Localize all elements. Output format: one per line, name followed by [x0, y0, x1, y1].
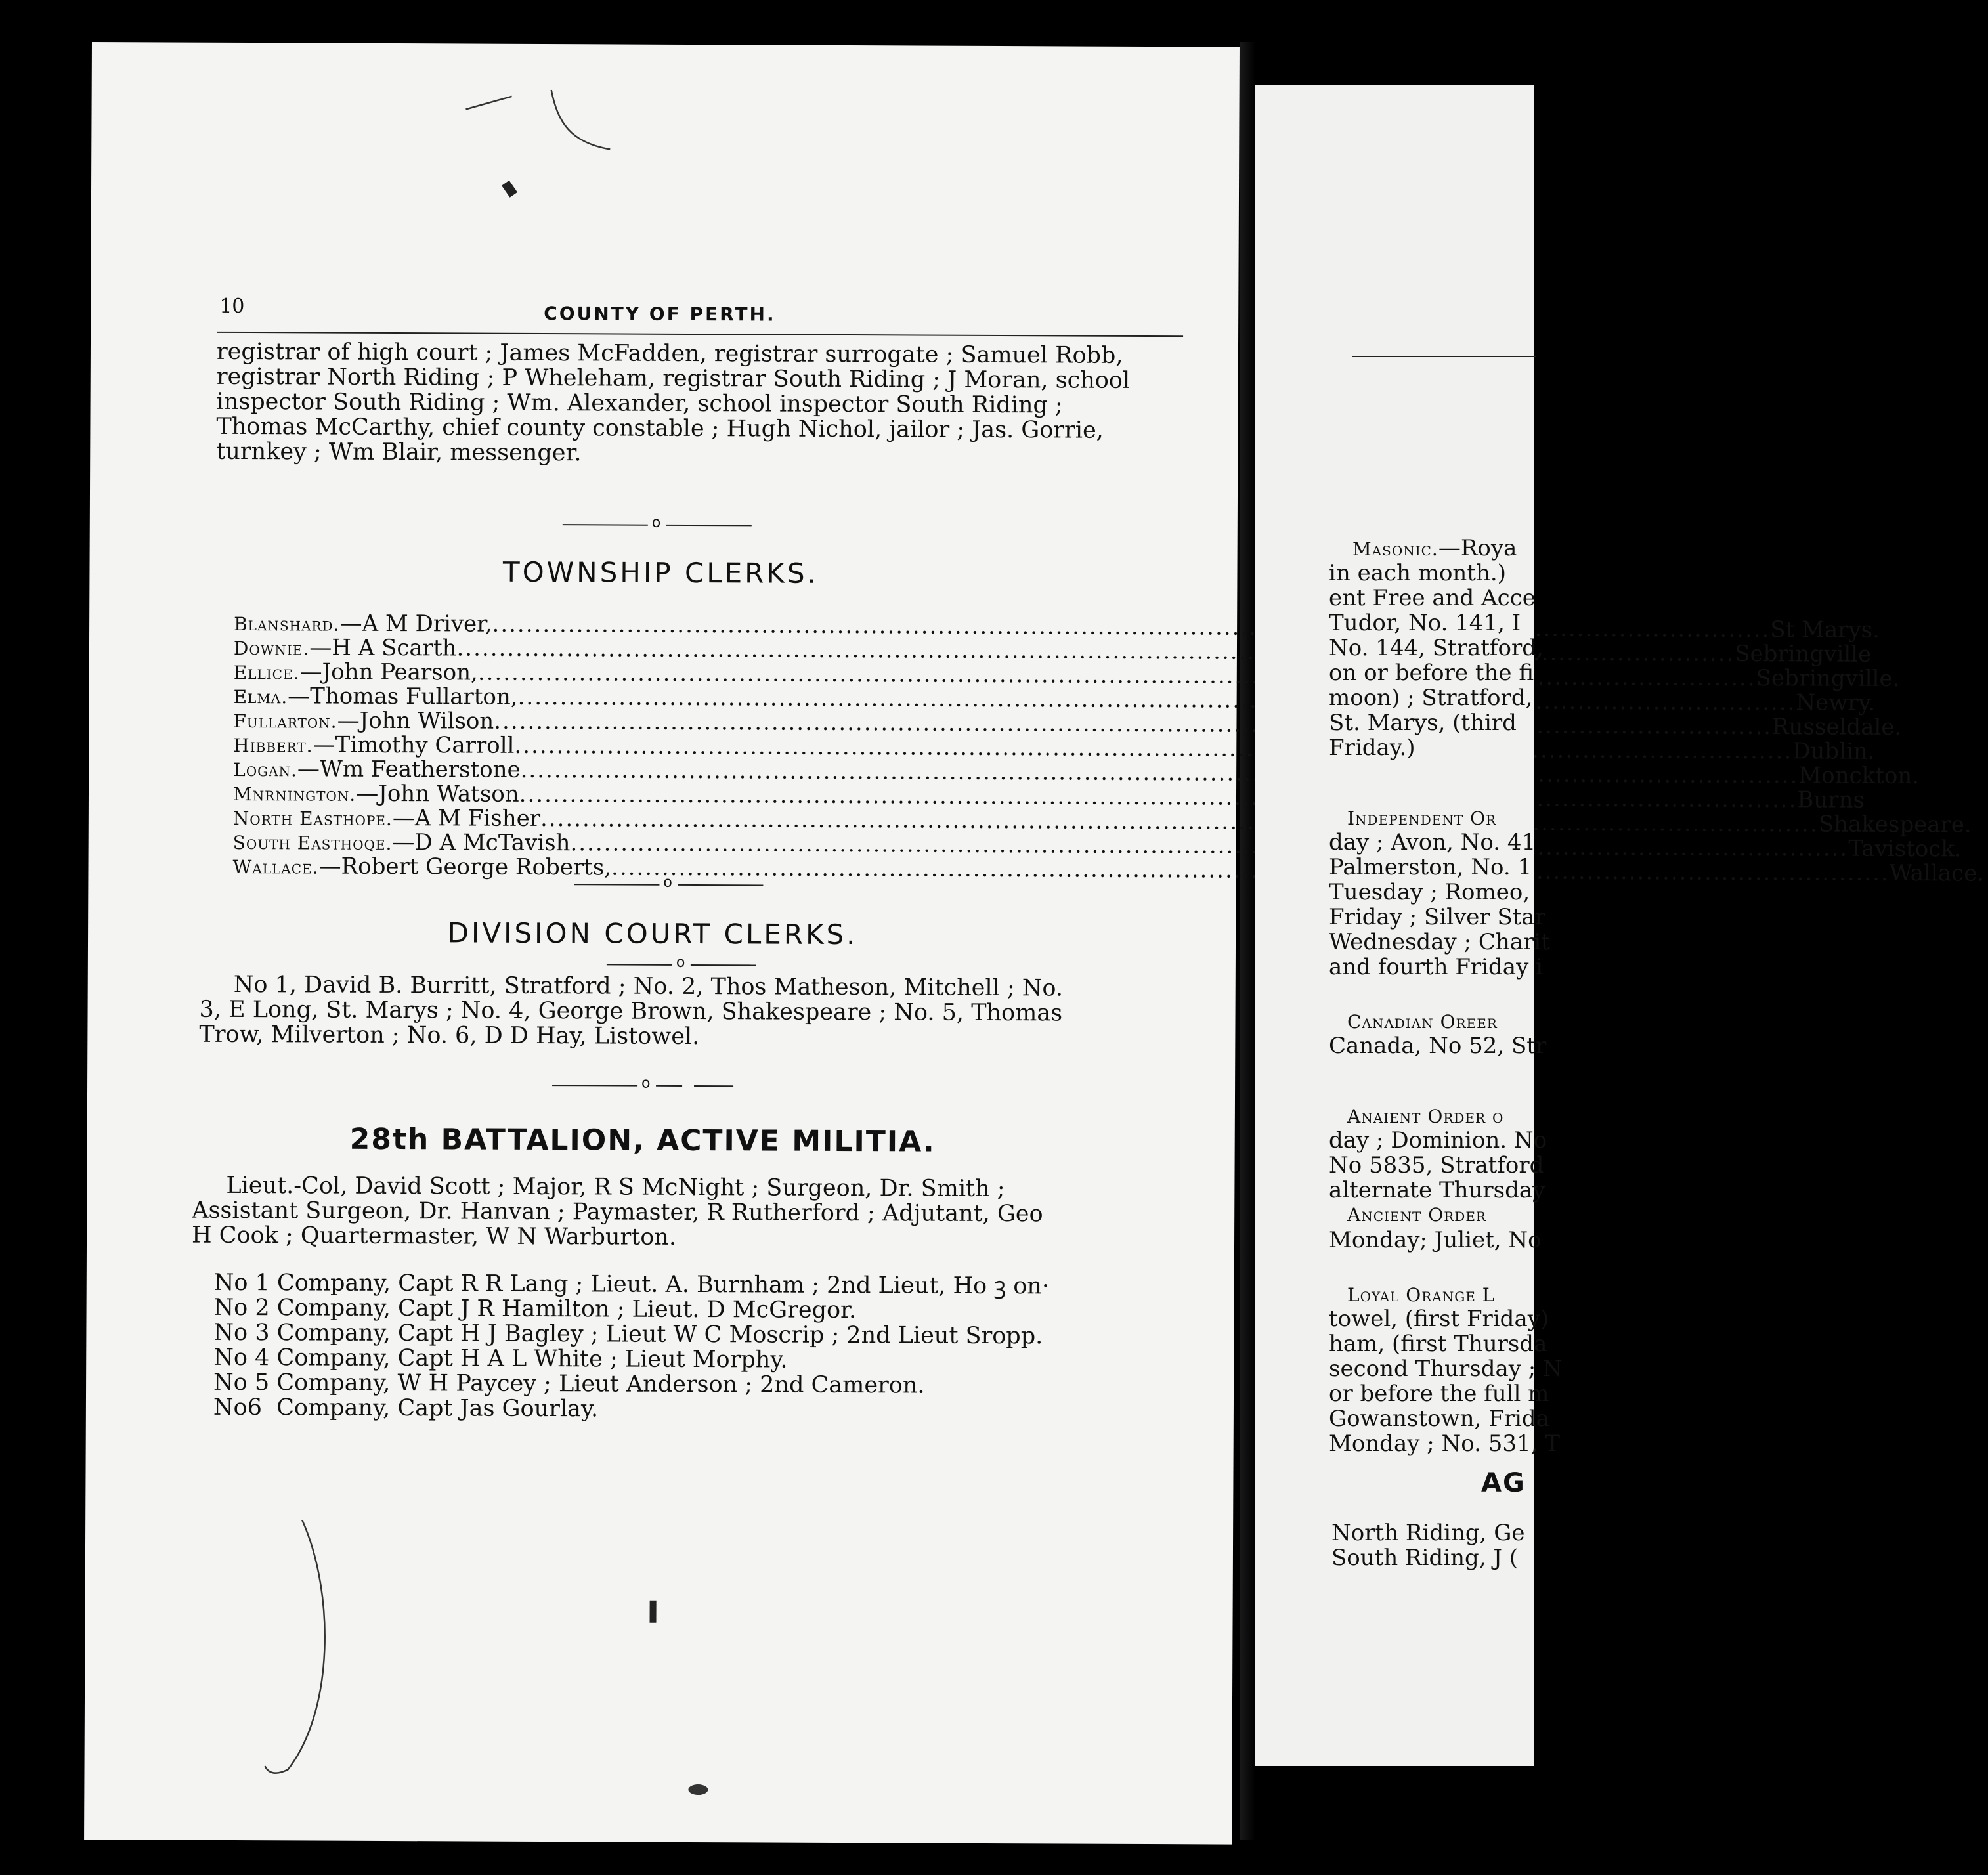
battalion-officers-paragraph	[192, 1173, 1177, 1253]
township-name: Blanshard.	[234, 613, 340, 636]
clerk-name: —Thomas Fullarton,	[288, 683, 518, 710]
right-heading: AG	[1481, 1468, 1526, 1498]
intro-line: Thomas McCarthy, chief county constable ; Hugh Nichol, jailor ; Jas. Gorrie,	[216, 413, 1104, 444]
township-name: Wallace.	[232, 855, 319, 878]
township-name: Fullarton.	[233, 710, 337, 733]
society-name: Masonic.	[1352, 538, 1438, 560]
post-office: St Marys.	[1770, 616, 1880, 643]
right-page-line	[1329, 1406, 1549, 1431]
leader-dots	[611, 855, 1890, 886]
right-page-line	[1347, 1008, 1498, 1035]
intro-line: registrar of high court ; James McFadden, registrar surrogate ; Samuel Robb,	[216, 338, 1123, 369]
right-page-line	[1329, 561, 1506, 586]
running-head: COUNTY OF PERTH.	[544, 303, 776, 326]
right-page-line	[1329, 586, 1536, 611]
right-page-line	[1347, 1282, 1495, 1308]
township-name: Ellice.	[233, 661, 300, 684]
right-page-line	[1329, 955, 1543, 980]
township-name: Logan.	[233, 758, 298, 781]
clerk-entry	[233, 781, 519, 808]
clerk-entry	[234, 684, 518, 710]
section-divider: o	[574, 878, 764, 892]
right-page-line	[1329, 710, 1517, 735]
line-text: Monday ; No. 531, T	[1329, 1431, 1560, 1457]
officer-line: H Cook ; Quartermaster, W N Warburton.	[191, 1222, 677, 1251]
company-line: No 4 Company, Capt H A L White ; Lieut Morphy.	[213, 1344, 788, 1373]
division-court-paragraph	[199, 972, 1184, 1052]
line-text: Canada, No 52, Str	[1329, 1033, 1547, 1059]
clerk-entry	[233, 757, 521, 783]
right-page	[1255, 85, 1563, 1766]
clerk-name: —John Wilson	[337, 707, 494, 735]
pencil-mark	[459, 83, 617, 162]
header-rule	[1352, 356, 1536, 357]
line-text: and fourth Friday i	[1329, 954, 1543, 980]
right-page-line	[1329, 905, 1545, 930]
section-divider: o	[552, 1079, 743, 1092]
right-page-line	[1329, 1228, 1542, 1253]
book-spine-shadow	[1240, 42, 1255, 1840]
society-name: Canadian Oreer	[1347, 1011, 1498, 1033]
line-text: ham, (first Thursda	[1329, 1331, 1547, 1357]
post-office: Newry.	[1796, 689, 1876, 716]
line-text: Gowanstown, Frida	[1329, 1406, 1549, 1432]
clerk-entry	[234, 636, 457, 661]
right-page-line	[1329, 660, 1534, 685]
ink-blot	[688, 1784, 708, 1795]
society-name: Independent Or	[1347, 808, 1497, 829]
clerk-name: —H A Scarth	[309, 634, 457, 662]
clerk-entry	[233, 830, 571, 856]
battalion-title: 28th BATTALION, ACTIVE MILITIA.	[349, 1122, 936, 1159]
clerk-name: —A M Fisher	[392, 805, 541, 832]
society-name: Ancient Order	[1347, 1204, 1486, 1226]
line-text: Monday; Juliet, No	[1329, 1227, 1542, 1253]
line-text: ent Free and Acce	[1329, 585, 1536, 611]
clerk-entry	[234, 611, 492, 637]
intro-paragraph	[216, 339, 1188, 468]
right-page-line	[1329, 611, 1521, 636]
right-page-line	[1329, 1178, 1545, 1203]
right-page-line	[1347, 1201, 1486, 1228]
division-line: 3, E Long, St. Marys ; No. 4, George Brown, Shakespeare ; No. 5, Thomas	[199, 996, 1063, 1027]
township-name: South Easthoqe.	[232, 831, 393, 855]
township-name: Elma.	[233, 685, 288, 708]
clerk-name: —Timothy Carroll	[313, 731, 515, 759]
right-page-line	[1329, 1306, 1549, 1331]
right-page-line	[1329, 1431, 1560, 1456]
right-bottom-line: North Riding, Ge	[1331, 1520, 1525, 1546]
right-page-line	[1329, 735, 1415, 760]
clerk-entry	[233, 708, 494, 735]
line-text: alternate Thursday	[1329, 1177, 1545, 1203]
intro-line: registrar North Riding ; P Wheleham, registrar South Riding ; J Moran, school	[216, 363, 1131, 394]
company-line: No 1 Company, Capt R R Lang ; Lieut. A. Burnham ; 2nd Lieut, Ho ꝫ on·	[213, 1269, 1050, 1300]
line-text: Tuesday ; Romeo,	[1329, 879, 1530, 905]
township-name: Mnrnington.	[232, 783, 357, 806]
right-bottom-lines	[1331, 1520, 1525, 1570]
clerk-entry	[234, 660, 478, 686]
post-office: Dublin.	[1792, 738, 1875, 765]
post-office: Russeldale.	[1771, 714, 1902, 741]
line-text: Friday.)	[1329, 735, 1415, 761]
intro-line: turnkey ; Wm Blair, messenger.	[216, 438, 582, 467]
page-number: 10	[219, 294, 245, 318]
right-page-line	[1329, 1128, 1547, 1153]
post-office: Sebringville	[1735, 640, 1872, 668]
society-name: Anaient Order o	[1347, 1106, 1504, 1127]
post-office: Monckton.	[1798, 762, 1920, 790]
line-text: day ; Dominion. No	[1329, 1127, 1547, 1153]
clerk-entry	[232, 854, 611, 881]
post-office: Sebringville.	[1756, 665, 1900, 693]
pencil-mark	[261, 1513, 341, 1790]
society-name: Loyal Orange L	[1347, 1284, 1496, 1306]
division-line: No 1, David B. Burritt, Stratford ; No. 2, Thos Matheson, Mitchell ; No.	[233, 971, 1064, 1002]
right-page-line	[1347, 805, 1496, 831]
section-divider: o	[563, 518, 753, 532]
township-name: North Easthope.	[232, 807, 393, 830]
line-text: St. Marys, (third	[1329, 710, 1517, 736]
officer-line: Lieut.-Col, David Scott ; Major, R S McNight ; Surgeon, Dr. Smith ;	[226, 1172, 1005, 1203]
company-line: No 2 Company, Capt J R Hamilton ; Lieut. D McGregor.	[213, 1294, 857, 1324]
right-bottom-line: South Riding, J (	[1331, 1545, 1519, 1571]
line-text: Palmerston, No. 1	[1329, 854, 1532, 880]
officer-line: Assistant Surgeon, Dr. Hanvan ; Paymaster, R Rutherford ; Adjutant, Geo	[192, 1197, 1043, 1228]
ink-blot	[650, 1601, 657, 1623]
right-page-line	[1329, 685, 1532, 710]
township-name: Downie.	[233, 637, 310, 660]
right-page-line	[1329, 636, 1544, 660]
post-office: Burns	[1797, 787, 1865, 813]
right-page-line	[1352, 536, 1517, 562]
right-page-line	[1329, 855, 1532, 880]
right-page-line	[1329, 1356, 1563, 1381]
company-line: No 5 Company, W H Paycey ; Lieut Anderson ; 2nd Cameron.	[213, 1369, 925, 1399]
right-page-line	[1329, 830, 1536, 855]
header-rule	[217, 332, 1183, 337]
line-text: day ; Avon, No. 41	[1329, 829, 1536, 855]
right-page-line	[1329, 1153, 1544, 1178]
line-text: No 5835, Stratford	[1329, 1152, 1544, 1178]
line-text: —Roya	[1438, 535, 1517, 561]
company-list	[213, 1270, 1186, 1424]
clerk-name: —A M Driver,	[339, 610, 492, 637]
line-text: Wednesday ; Charit	[1329, 929, 1550, 955]
clerk-name: —Robert George Roberts,	[318, 853, 612, 881]
section-divider: o	[607, 958, 758, 972]
clerk-entry	[233, 733, 514, 759]
line-text: towel, (first Friday)	[1329, 1306, 1549, 1332]
right-page-line	[1329, 1381, 1549, 1406]
line-text: No. 144, Stratford,	[1329, 635, 1544, 661]
intro-line: inspector South Riding ; Wm. Alexander, school inspector South Riding ;	[216, 388, 1063, 419]
line-text: moon) ; Stratford,	[1329, 685, 1533, 711]
right-page-line	[1347, 1103, 1503, 1129]
clerk-name: —John Watson	[356, 780, 519, 808]
division-court-title: DIVISION COURT CLERKS.	[447, 916, 858, 951]
township-name: Hibbert.	[233, 734, 313, 757]
township-clerks-title: TOWNSHIP CLERKS.	[502, 555, 819, 590]
post-office: Shakespeare.	[1818, 811, 1972, 838]
clerk-name: —John Pearson,	[299, 658, 478, 686]
company-line: No 3 Company, Capt H J Bagley ; Lieut W C Moscrip ; 2nd Lieut Sropp.	[213, 1319, 1043, 1350]
clerk-name: —D A McTavish	[392, 829, 571, 857]
clerk-entry	[233, 806, 540, 832]
line-text: Tudor, No. 141, I	[1329, 610, 1521, 636]
right-page-line	[1329, 1033, 1546, 1058]
post-office: Tavistock.	[1848, 835, 1962, 863]
right-page-line	[1329, 930, 1550, 955]
post-office: Wallace.	[1889, 859, 1985, 887]
clerk-name: —Wm Featherstone	[297, 756, 521, 783]
right-page-line	[1329, 1331, 1547, 1356]
line-text: Friday ; Silver Star	[1329, 904, 1545, 930]
line-text: or before the full m	[1329, 1381, 1549, 1407]
right-page-line	[1329, 880, 1530, 905]
line-text: second Thursday ; N	[1329, 1356, 1563, 1382]
division-line: Trow, Milverton ; No. 6, D D Hay, Listowel.	[199, 1021, 700, 1050]
ink-blot	[502, 181, 517, 198]
line-text: on or before the fi	[1329, 660, 1534, 686]
line-text: in each month.)	[1329, 560, 1506, 586]
company-line: No6 Company, Capt Jas Gourlay.	[213, 1394, 599, 1423]
